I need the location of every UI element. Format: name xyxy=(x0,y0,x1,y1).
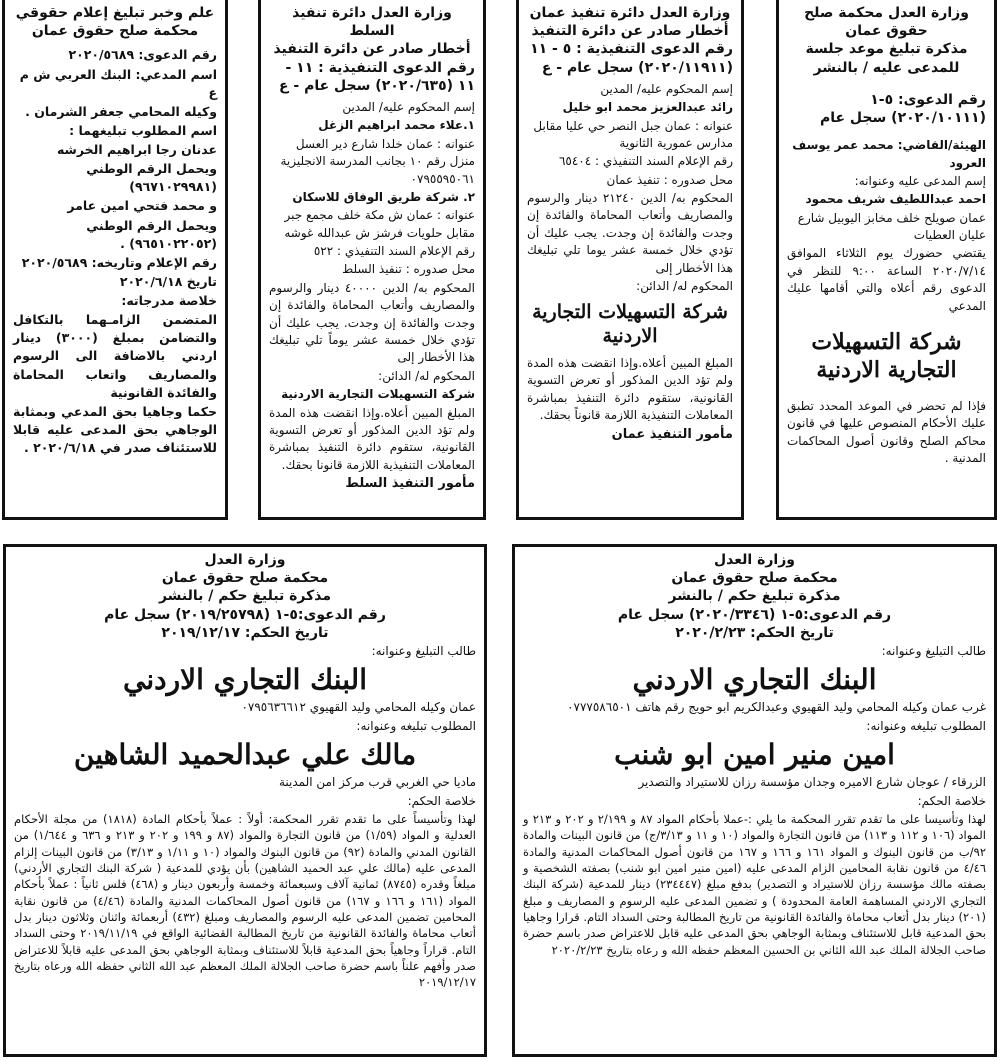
ruling-body: لهذا وتأسيساً على ما تقدم تقرر المحكمة: أولاً : عملاً بأحكام المادة (١٨١٨) من مجلة الأحكام العدلية و المواد (١/٥٩) من قانون التجارة والمواد (٨٧ و ١٩٩ و ٢٠٢ و ٢١٣ و ٦٣٦ و ١/٦٤٤) من القانون المدني والمادة (٩٢) من قانون البنوك والمواد (١٠ و ١/١١ و ٣/١٣) من قانون البينات إلزام المدعى عليه (مالك علي عبد الحميد الشاهين) بأن يؤدي للمدعية ( شركة البنك التجاري الأردني) مبلغاً وقدره (٨٧٤٥) ثمانية آلاف وسبعمائة وخمسة وأربعون دينار و (٤٦٨) فلس ثانياً : عملاً بأحكام المواد (١٦١ و ١٦٦ و ١٦٧) من قانون أصول المحاكمات المدنية والمادة (٤/٤٦) من قانون نقابة المحامين تضمين المدعى عليه الرسوم والمصاريف ومبلغ (٤٣٢) أربعمائة واثنان وثلاثون دينار بدل أتعاب محاماة والفائدة القانونية من تاريخ المطالبة القضائية الواقع في ٢٠١٩/١١/١٩ وحتى السداد التام. قراراً وجاهياً بحق المدعية قابلاً للاستئناف وبمثابة الوجاهي بحق المدعى عليه قابلاً للاعتراض صدر وأفهم علناً باسم حضرة صاحب الجلالة الملك المعظم عبد الله الثاني حفظه الله ورعاه بتاريخ ٢٠١٩/١٢/١٧ xyxy=(14,811,476,990)
summons-text: يقتضي حضورك يوم الثلاثاء الموافق ٢٠٢٠/٧/١٤ الساعة ٩:٠٠ للنظر في الدعوى رقم أعلاه والتي أقامها عليك المدعي xyxy=(787,246,986,313)
notice-header-line: علم وخبر تبليغ إعلام حقوقي xyxy=(15,5,215,21)
ruling-reference: رقم الإعلام وتاريخه: ٢٠٢٠/٥٦٨٩ xyxy=(21,254,217,270)
judge: الهيئة/القاضي: محمد عمر يوسف العرود xyxy=(792,138,986,170)
debtor-label: إسم المحكوم عليه/ المدين xyxy=(342,99,475,114)
case-number: رقم الدعوى التنفيذية : ١١ - ١١ (٢٠٢٠/٦٣٥) سجل عام - ع xyxy=(278,59,475,94)
requester-name: البنك التجاري الاردني xyxy=(632,663,877,697)
summary-label: خلاصة الحكم: xyxy=(407,793,476,808)
notice-header-line: وزارة العدل محكمة صلح حقوق عمان xyxy=(804,5,969,40)
amount-text: المحكوم به/ الدين ٤٠٠٠٠ دينار والرسوم والمصاريف وأتعاب المحاماة والفائدة إن وجدت والفائدة إن وجدت. يجب عليك أن تؤدي خلال خمسة عشر يوماً تلي تبليغك هذا الأخطار إلى xyxy=(269,280,475,365)
case-number: رقم الدعوى:٥-١ (٢٠١٩/٢٥٧٩٨) سجل عام xyxy=(104,606,386,623)
notice-header-line: محكمة صلح حقوق عمان xyxy=(161,570,329,587)
case-number: رقم الدعوى: ٢٠٢٠/٥٦٨٩ xyxy=(68,47,217,63)
requester-address: غرب عمان وكيله المحامي وليد القهيوي وعبدالكريم ابو حويج رقم هاتف ٠٧٧٧٥٨٦٥٠١ xyxy=(567,700,986,715)
signoff: مأمور التنفيذ السلط xyxy=(345,476,475,492)
notice-enforcement-salt xyxy=(258,0,486,520)
debtor-label: إسم المحكوم عليه/ المدين xyxy=(600,81,733,96)
creditor-label: المحكوم له/ الدائن: xyxy=(378,368,475,383)
summary-label: خلاصة الحكم: xyxy=(917,793,986,808)
case-number: رقم الدعوى:٥-١ (٢٠٢٠/٣٣٤٦) سجل عام xyxy=(617,606,892,623)
defendant-label: إسم المدعى عليه وعنوانه: xyxy=(854,173,986,188)
debtor-name: ٢. شركة طريق الوفاق للاسكان xyxy=(292,189,475,204)
debtor-address: عنوانه : عمان خلدا شارع دير العسل منزل رقم ١٠ بجانب المدرسة الانجليزية ٠٧٩٥٥٩٥٠٦١ xyxy=(280,136,475,186)
notice-session-summons xyxy=(776,0,997,520)
plaintiff-name: شركة التسهيلات التجارية الاردنية xyxy=(811,329,962,383)
ruling-body: لهذا وتأسيسا على ما تقدم تقرر المحكمة ما يلي :-عملا بأحكام المواد ٨٧ و ٢/١٩٩ و ٢٠٢ و ٢١٣ و المواد (١٠٦ و ١١٢ و ١١٣) من قانون التجارة والمواد (١٠ و ١١ و ٣/١٣/ج) من قانون البينات والمادة ٩٢/ب من قانون البنوك و المواد ١٦١ و ١٦٦ و ١٦٧ من قانون أصول المحاكمات المدنية والمادة ٤/٤٦ من قانون نقابة المحامين الزام المدعى عليه (امين منير امين ابو شنب) بصفته الشخصية و بصفته مالك مؤسسة رزان للاستيراد و التصدير) بدفع مبلغ (٢٣٤٤٤٧) دينار للمدعية (شركة البنك التجاري الاردني المساهمة العامة المحدودة ) و تضمين المدعى عليه الرسوم و المصاريف و مبلغ (٢٠١) دينار بدل أتعاب محاماة والفائدة القانونية من تاريخ المطالبة وحتى السداد التام. قرارا وجاهيا بحق المدعية قابل للاستئناف وبمثابة الوجاهي بحق المدعى عليه قابل للاعتراض صدر باسم حضرة صاحب الجلالة الملك عبد الله الثاني بن الحسين المعظم حفظه الله و رعاه بتاريخ ٢٠٢٠/٢/٢٣ xyxy=(523,811,987,957)
target-label: المطلوب تبليغه وعنوانه: xyxy=(866,718,986,733)
person-name: و محمد فتحي امين عامر xyxy=(67,198,217,214)
debtor-name: رائد عبدالعزيز محمد ابو خليل xyxy=(562,100,733,115)
notice-enforcement-amman xyxy=(516,0,744,520)
case-number: رقم الدعوى: ٥-١ (٢٠٢٠/١٠١١١) سجل عام xyxy=(819,91,986,126)
person-name: عدنان رجا ابراهيم الخرشه xyxy=(56,142,217,157)
ruling-source: محل صدوره : تنفيذ السلط xyxy=(342,262,475,277)
debtor-address: عنوانه : عمان جبل النصر حي عليا مقابل مدارس عمورية الثانوية xyxy=(533,118,733,150)
target-address: ماديا حي الغربي قرب مركز امن المدينة xyxy=(278,775,476,790)
defendant-address: عمان صويلح خلف مخابز اليوبيل شارع عليان العطيات xyxy=(797,210,986,243)
notice-header-line: وزارة العدل xyxy=(204,552,286,568)
plaintiff-lawyer: وكيله المحامي جعفر الشرمان . xyxy=(25,103,217,119)
notice-header-line: محكمة صلح حقوق عمان xyxy=(671,570,838,587)
summary-text: المتضمن الزامـهما بالتكافل والتضامن بمبلغ (٣٠٠٠) دينار اردني بالاضافة الى الرسوم والمصاريف واتعاب المحاماة والفائدة القانونية xyxy=(13,312,217,400)
ruling-source: محل صدوره : تنفيذ عمان xyxy=(606,172,733,187)
notice-header-line: وزارة العدل دائرة تنفيذ عمان xyxy=(529,5,731,21)
notice-header-line: وزارة العدل xyxy=(714,552,795,568)
notice-header-line: أخطار صادر عن دائرة التنفيذ xyxy=(531,23,729,40)
notice-header-line: مذكرة تبليغ موعد جلسة للمدعى عليه / بالنشر xyxy=(805,41,968,76)
notice-header-line: أخطار صادر عن دائرة التنفيذ xyxy=(273,41,471,58)
plaintiff-name: اسم المدعي: البنك العربي ش م ع xyxy=(19,66,217,100)
notice-ruling-announcement xyxy=(2,0,228,520)
amount-text: المحكوم به/ الدين ٢١٢٤٠ دينار والرسوم والمصاريف وأتعاب المحاماة والفائدة إن وجدت والفائدة إن وجدت. يجب عليك أن تؤدي خلال خمسة عشر يوما تلي تبليغك هذا الأخطار إلى xyxy=(527,191,733,275)
signoff: مأمور التنفيذ عمان xyxy=(611,426,733,442)
case-number: رقم الدعوى التنفيذية : ٥ - ١١ (٢٠٢٠/١١٩١١) سجل عام - ع xyxy=(530,41,733,76)
summary-label: خلاصة مدرجاته: xyxy=(121,293,217,308)
target-address: الزرقاء / عوجان شارع الاميره وجدان مؤسسة رزان للاستيراد والتصدير xyxy=(638,775,986,790)
verdict-text: حكما وجاهيا بحق المدعي وبمثابة الوجاهي بحق المدعى عليه قابلا للاستئناف صدر في ٢٠٢٠/٦/١٨ . xyxy=(13,403,217,455)
ruling-reference: رقم الإعلام السند التنفيذي : ٦٥٤٠٤ xyxy=(558,154,733,169)
creditor-name: شركة التسهيلات التجارية الاردنية xyxy=(532,301,728,348)
notice-header-line: وزارة العدل دائرة تنفيذ السلط xyxy=(292,5,452,40)
requester-label: طالب التبليغ وعنوانه: xyxy=(371,643,476,658)
target-name: امين منير امين ابو شنب xyxy=(614,738,895,772)
warning-text: فإذا لم تحضر في الموعد المحدد تطبق عليك الأحكام المنصوص عليها في قانون محاكم الصلح وقانون أصول المحاكمات المدنية . xyxy=(787,399,986,466)
notice-ruling-abu-shanab xyxy=(512,544,997,1057)
target-label: المطلوب تبليغه وعنوانه: xyxy=(356,718,476,733)
person-national-id: ويحمل الرقم الوطني (٩٦٥١٠٢٢٠٥٢) . xyxy=(86,217,217,251)
debtor-name: ١.علاء محمد ابراهيم الزغل xyxy=(318,118,475,133)
notice-header-line: مذكرة تبليغ حكم / بالنشر xyxy=(158,588,332,605)
notice-ruling-al-shaheen xyxy=(3,544,487,1057)
requester-name: البنك التجاري الاردني xyxy=(123,663,367,697)
creditor-label: المحكوم له/ الدائن: xyxy=(636,279,733,294)
debtor-address: عنوانه : عمان ش مكة خلف مجمع جبر مقابل حلويات فرشز ش عبدالله غوشه xyxy=(284,208,475,240)
ruling-date: تاريخ ٢٠٢٠/٦/١٨ xyxy=(119,273,217,289)
to-notify-label: اسم المطلوب تبليغهما : xyxy=(69,122,217,138)
ruling-reference: رقم الإعلام السند التنفيذي : ٥٢٢ xyxy=(313,244,475,259)
ruling-date: تاريخ الحكم: ٢٠١٩/١٢/١٧ xyxy=(161,624,329,641)
requester-address: عمان وكيله المحامي وليد القهيوي ٠٧٩٥٦٣٦٦١٢ xyxy=(241,700,476,715)
target-name: مالك علي عبدالحميد الشاهين xyxy=(73,738,417,772)
notice-body: المبلغ المبين أعلاه.وإذا انقضت هذه المدة ولم تؤد الدين المذكور أو تعرض التسوية القانونية، ستقوم دائرة التنفيذ بمباشرة المعاملات التنفيذية اللازمة قانوناً بحقك. xyxy=(527,355,733,423)
notice-header-line: مذكرة تبليغ حكم / بالنشر xyxy=(668,588,841,605)
defendant-name: احمد عبداللطيف شريف محمود xyxy=(805,192,986,207)
creditor-name: شركة التسهيلات التجارية الاردنية xyxy=(281,387,475,402)
notice-header-line: محكمة صلح حقوق عمان xyxy=(31,23,199,40)
requester-label: طالب التبليغ وعنوانه: xyxy=(881,643,986,658)
ruling-date: تاريخ الحكم: ٢٠٢٠/٢/٢٣ xyxy=(675,624,834,641)
notice-body: المبلغ المبين أعلاه.وإذا انقضت هذه المدة ولم تؤد الدين المذكور أو تعرض التسوية القانونية، ستقوم دائرة التنفيذ بمباشرة المعاملات التنفيذية اللازمة قانونا بحقك. xyxy=(269,405,475,472)
person-national-id: ويحمل الرقم الوطني (٩٦٧١٠٢٩٩٨١) xyxy=(86,161,217,195)
